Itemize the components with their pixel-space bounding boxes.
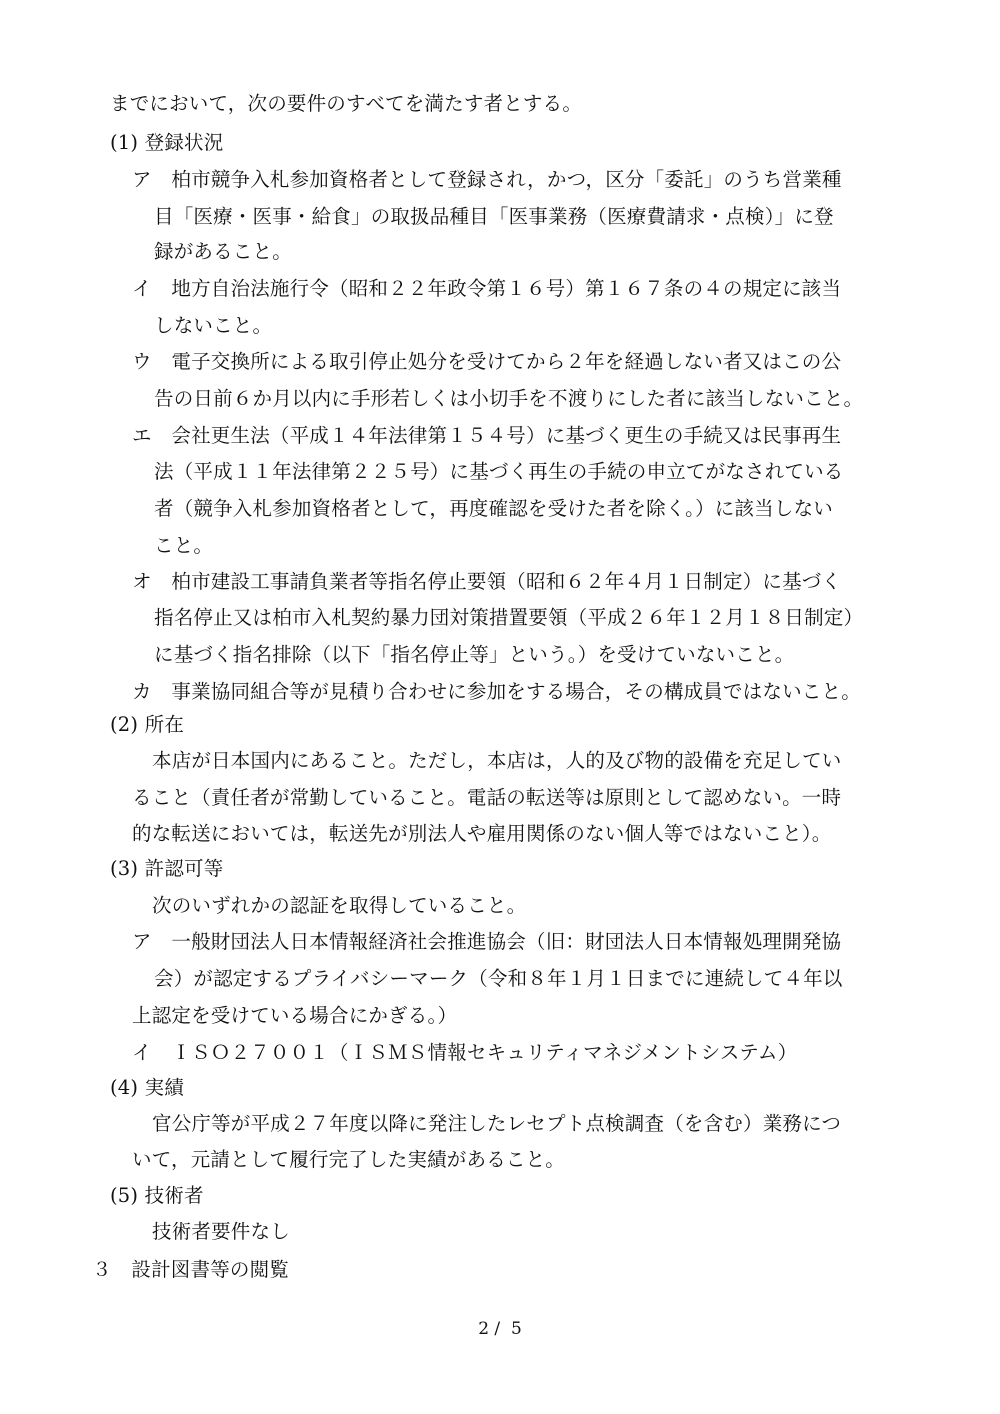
heading-5-engineers: (5) 技術者 xyxy=(110,1184,204,1207)
item-e-line-2: 法（平成１１年法律第２２５号）に基づく再生の手続の申立てがなされている xyxy=(154,460,844,483)
location-line-3: 的な転送においては，転送先が別法人や雇用関係のない個人等ではないこと）。 xyxy=(132,822,832,845)
section-3-heading: ３ 設計図書等の閲覧 xyxy=(92,1258,290,1281)
intro-line: までにおいて，次の要件のすべてを満たす者とする。 xyxy=(110,92,583,115)
item-a-line-1: ア 柏市競争入札参加資格者として登録され，かつ，区分「委託」のうち営業種 xyxy=(132,168,842,191)
cert-a-line-1: ア 一般財団法人日本情報経済社会推進協会（旧：財団法人日本情報処理開発協 xyxy=(132,930,842,953)
item-e-line-3: 者（競争入札参加資格者として，再度確認を受けた者を除く。）に該当しない xyxy=(154,497,833,520)
item-a-line-2: 目「医療・医事・給食」の取扱品種目「医事業務（医療費請求・点検）」に登 xyxy=(154,205,834,228)
engineers-line-1: 技術者要件なし xyxy=(152,1220,290,1243)
cert-i-line-1: イ ＩＳＯ２７００１（ＩＳＭＳ情報セキュリティマネジメントシステム） xyxy=(132,1041,798,1064)
item-e-line-4: こと。 xyxy=(154,534,214,557)
location-line-1: 本店が日本国内にあること。ただし，本店は，人的及び物的設備を充足してい xyxy=(152,749,842,772)
heading-3-certification: (3) 許認可等 xyxy=(110,857,224,880)
item-o-line-2: 指名停止又は柏市入札契約暴力団対策措置要領（平成２６年１２月１８日制定） xyxy=(154,606,864,629)
item-o-line-3: に基づく指名排除（以下「指名停止等」という。）を受けていないこと。 xyxy=(154,643,795,666)
item-u-line-1: ウ 電子交換所による取引停止処分を受けてから２年を経過しない者又はこの公 xyxy=(132,350,842,373)
heading-2-location: (2) 所在 xyxy=(110,713,185,736)
heading-1-registration: (1) 登録状況 xyxy=(110,131,224,154)
cert-a-line-3: 上認定を受けている場合にかぎる。） xyxy=(132,1004,458,1027)
item-u-line-2: 告の日前６か月以内に手形若しくは小切手を不渡りにした者に該当しないこと。 xyxy=(154,387,864,410)
item-ka-line-1: カ 事業協同組合等が見積り合わせに参加をする場合，その構成員ではないこと。 xyxy=(132,680,861,703)
achievements-line-2: いて，元請として履行完了した実績があること。 xyxy=(132,1148,566,1171)
item-i-line-2: しないこと。 xyxy=(154,314,273,337)
certification-intro: 次のいずれかの認証を取得していること。 xyxy=(152,894,527,917)
item-o-line-1: オ 柏市建設工事請負業者等指名停止要領（昭和６２年４月１日制定）に基づく xyxy=(132,570,842,593)
item-i-line-1: イ 地方自治法施行令（昭和２２年政令第１６号）第１６７条の４の規定に該当 xyxy=(132,277,842,300)
item-a-line-3: 録があること。 xyxy=(154,240,292,263)
location-line-2: ること（責任者が常勤していること。電話の転送等は原則として認めない。一時 xyxy=(132,786,842,809)
achievements-line-1: 官公庁等が平成２７年度以降に発注したレセプト点検調査（を含む）業務につ xyxy=(152,1112,842,1135)
item-e-line-1: エ 会社更生法（平成１４年法律第１５４号）に基づく更生の手続又は民事再生 xyxy=(132,424,842,447)
cert-a-line-2: 会）が認定するプライバシーマーク（令和８年１月１日までに連続して４年以 xyxy=(154,967,843,990)
page-number: 2 / 5 xyxy=(478,1319,522,1339)
heading-4-achievements: (4) 実績 xyxy=(110,1076,185,1099)
